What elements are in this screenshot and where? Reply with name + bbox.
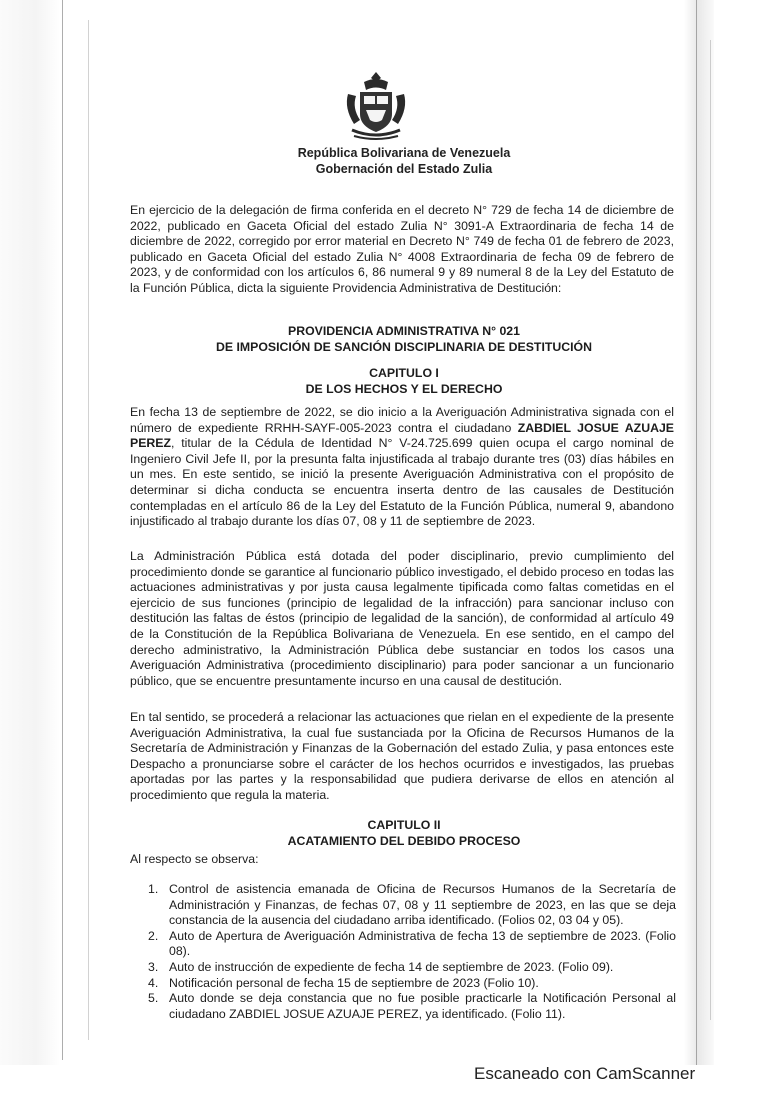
facts-text-start: En fecha 13 de septiembre de 2022, se dio inicio a la Averiguación Administrativa signada con el número de expediente RRHH-SAYF-005-2023 contra el ciudadano <box>130 405 674 435</box>
list-item <box>148 882 676 929</box>
chapter-2-subtitle: ACATAMIENTO DEL DEBIDO PROCESO <box>287 834 521 848</box>
chapter-1-title: CAPITULO I <box>369 366 439 380</box>
scan-line <box>88 20 89 1040</box>
document-page <box>130 0 678 1065</box>
scan-shadow-left <box>0 0 60 1065</box>
scan-line <box>696 0 697 1065</box>
evidence-list <box>148 882 676 1022</box>
list-item-number: 2. <box>148 928 159 943</box>
providencia-subtitle: DE IMPOSICIÓN DE SANCIÓN DISCIPLINARIA DE DESTITUCIÓN <box>216 340 592 354</box>
scan-line <box>710 40 711 1020</box>
list-item-number: 1. <box>148 882 159 896</box>
list-item-number: 5. <box>148 991 159 1006</box>
list-item <box>148 991 676 1022</box>
list-item-number: 4. <box>148 975 159 990</box>
scan-line <box>62 0 63 1060</box>
list-item-text: Control de asistencia emanada de Oficina de Recursos Humanos de la Secretaría de Administración y Finanzas, de fechas 07, 08 y 11 septiembre de 2023, en las que se deja constancia de la ausencia del ciudadano arriba identificado. (Folios 02, 03 04 y 05). <box>169 882 676 928</box>
list-item-text: Auto de Apertura de Averiguación Administrativa de fecha 13 de septiembre de 2023. (Folio 08). <box>169 928 676 959</box>
list-item-number: 3. <box>148 959 159 974</box>
list-item <box>148 929 676 960</box>
disciplinary-power-paragraph: La Administración Pública está dotada del poder disciplinario, previo cumplimiento del procedimiento donde se garantice al funcionario público investigado, el debido proceso en todas las actuaciones administrativas y por justa causa legalmente tipificada como faltas cometidas en el ejercicio de sus funciones (principio de legalidad de la infracción) para sancionar incluso con destitución las faltas de éstos (principio de legalidad de la sanción), de conformidad al artículo 49 de la Constitución de la República Bolivariana de Venezuela. En ese sentido, en el campo del derecho administrativo, la Administración Pública debe sustanciar en todos los casos una Averiguación Administrativa (procedimiento disciplinario) para poder sancionar a un funcionario público, que se encuentre presuntamente incurso en una causal de destitución. <box>130 549 674 688</box>
proceedings-paragraph: En tal sentido, se procederá a relacionar las actuaciones que rielan en el expediente de la presente Averiguación Administrativa, la cual fue sustanciada por la Oficina de Recursos Humanos de la Secretaría de Administración y Finanzas de la Gobernación del estado Zulia, y pasa entonces este Despacho a pronunciarse sobre el carácter de los hechos ocurridos e investigados, las pruebas aportadas por las partes y la responsabilidad que pudiera derivarse de ellos en atención al procedimiento que regula la materia. <box>130 710 674 802</box>
intro-paragraph: En ejercicio de la delegación de firma conferida en el decreto N° 729 de fecha 14 de diciembre de 2022, publicado en Gaceta Oficial del estado Zulia N° 3091-A Extraordinaria de fecha 14 de diciembre de 2022, corregido por error material en Decreto N° 749 de fecha 01 de febrero de 2023, publicado en Gaceta Oficial del estado Zulia N° 4008 Extraordinaria de fecha 09 de febrero de 2023, y de conformidad con los artículos 6, 86 numeral 9 y 89 numeral 8 de la Ley del Estatuto de la Función Pública, dicta la siguiente Providencia Administrativa de Destitución: <box>130 203 674 295</box>
coat-of-arms-icon <box>340 70 412 142</box>
list-item-text: Auto de instrucción de expediente de fecha 14 de septiembre de 2023. (Folio 09). <box>169 959 614 974</box>
header-republic: República Bolivariana de Venezuela <box>297 146 511 160</box>
providencia-title: PROVIDENCIA ADMINISTRATIVA N° 021 <box>288 324 520 338</box>
list-item <box>148 976 676 992</box>
camscanner-watermark: Escaneado con CamScanner <box>474 1064 696 1083</box>
list-item <box>148 960 676 976</box>
list-item-text: Notificación personal de fecha 15 de septiembre de 2023 (Folio 10). <box>169 975 539 990</box>
list-item-text: Auto donde se deja constancia que no fue posible practicarle la Notificación Personal al ciudadano ZABDIEL JOSUE AZUAJE PEREZ, ya identificado. (Folio 11). <box>169 991 676 1021</box>
chapter-1-subtitle: DE LOS HECHOS Y EL DERECHO <box>305 382 503 396</box>
defendant-name: ZABDIEL JOSUE AZUAJE PEREZ <box>130 420 674 451</box>
header-government: Gobernación del Estado Zulia <box>315 162 493 176</box>
observe-text: Al respecto se observa: <box>130 852 259 866</box>
chapter-2-title: CAPITULO II <box>367 818 441 832</box>
facts-paragraph <box>130 405 674 530</box>
facts-text-end: , titular de la Cédula de Identidad N° V-24.725.699 quien ocupa el cargo nominal de Ingeniero Civil Jefe II, por la presunta falta injustificada al trabajo durante tres (03) días hábiles en un mes. En este sentido, se inició la presente Averiguación Administrativa con el propósito de determinar si dicha conducta se encuentra inserta dentro de las causales de Destitución contempladas en el artículo 86 de la Ley del Estatuto de la Función Pública, numeral 9, abandono injustificado al trabajo durante los días 07, 08 y 11 de septiembre de 2023. <box>130 436 674 529</box>
